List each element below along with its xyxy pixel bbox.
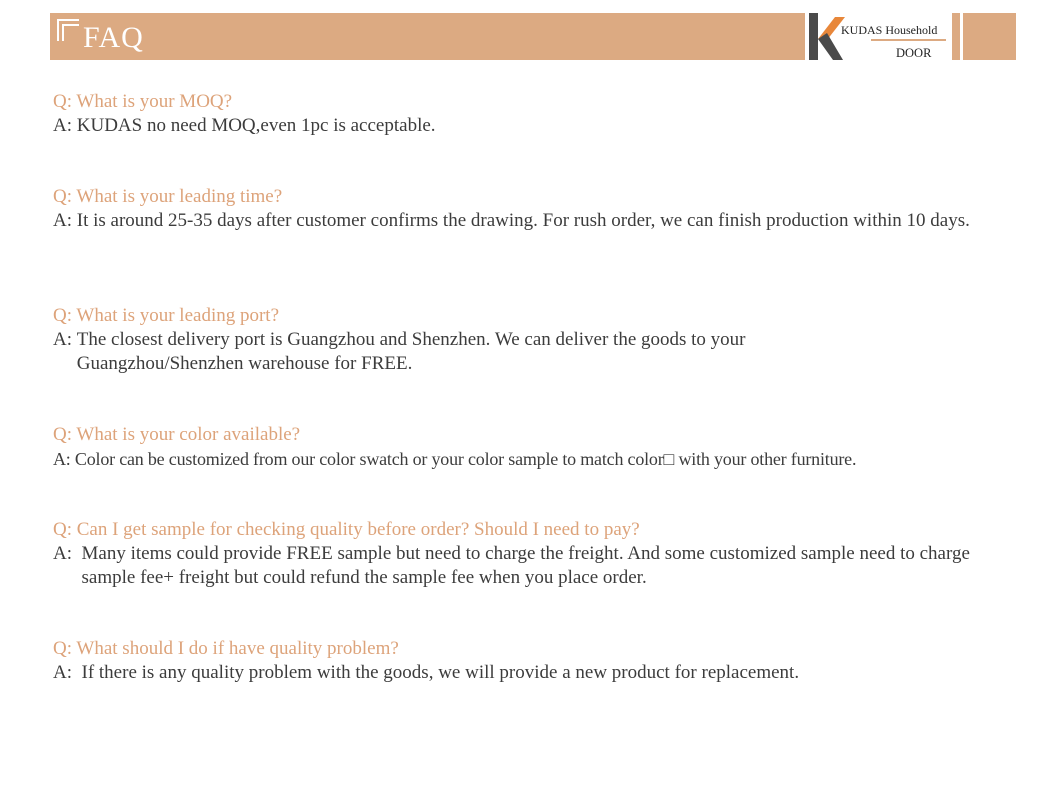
answer-text: Many items could provide FREE sample but need to charge the freight. And some customized sample need to charge sample fee+ freight but could refund the sample fee when you place order. [81,543,970,588]
faq-item-quality [53,637,1028,685]
faq-item-color [53,423,1028,471]
logo-brand-text: KUDAS Household [841,23,938,37]
header-banner [50,13,1016,60]
brand-logo [805,13,950,60]
answer-text: If there is any quality problem with the goods, we will provide a new product for replacement. [81,662,800,683]
faq-answer [53,328,883,376]
decorative-stripe [946,13,952,60]
faq-item-leading-time [53,185,1028,233]
answer-prefix: A: [53,329,77,350]
answer-prefix: A: [53,210,77,231]
faq-question: Q: What is your leading port? [53,305,280,326]
logo-divider [871,39,950,41]
faq-question: Q: What is your MOQ? [53,91,233,112]
faq-answer [53,542,1028,590]
faq-answer [53,114,1028,138]
faq-question: Q: What is your color available? [53,424,301,445]
answer-text: The closest delivery port is Guangzhou and Shenzhen. We can deliver the goods to your Guangzhou/Shenzhen warehouse for FREE. [76,329,746,374]
faq-question: Q: What should I do if have quality problem? [53,638,399,659]
faq-question: Q: Can I get sample for checking quality before order? Should I need to pay? [53,519,640,540]
answer-prefix: A: [53,115,77,136]
page-title: FAQ [83,21,144,54]
answer-prefix: A: [53,543,82,564]
answer-text: KUDAS no need MOQ,even 1pc is acceptable. [76,115,436,136]
faq-answer [53,447,1028,471]
faq-item-moq [53,90,1028,138]
faq-item-leading-port [53,304,1028,376]
answer-prefix: A: [53,449,75,469]
corner-bracket-icon [57,19,79,41]
faq-answer [53,661,1028,685]
answer-prefix: A: [53,662,82,683]
answer-text: It is around 25-35 days after customer confirms the drawing. For rush order, we can finish production within 10 days. [76,210,970,231]
answer-text: Color can be customized from our color swatch or your color sample to match color□ with your other furniture. [74,449,857,469]
decorative-stripe [960,13,963,60]
logo-door-text: DOOR [896,46,932,60]
faq-answer [53,209,1028,233]
faq-question: Q: What is your leading time? [53,186,283,207]
faq-item-sample [53,518,1028,590]
